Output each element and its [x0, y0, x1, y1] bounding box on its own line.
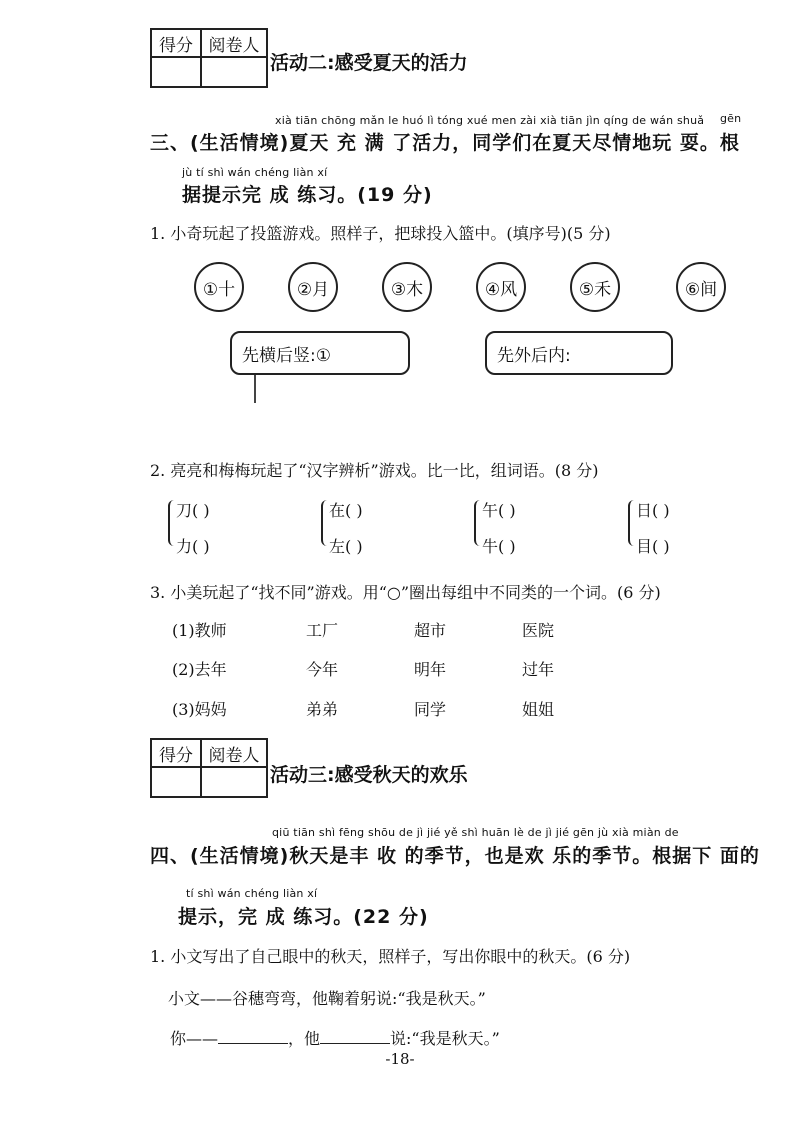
q3-row2-word1[interactable]: (2)去年	[172, 660, 227, 679]
grader-cell[interactable]	[201, 767, 267, 797]
q3-row3-word4[interactable]: 姐姐	[522, 700, 555, 719]
score-cell[interactable]	[151, 767, 201, 797]
q3-row2-word4[interactable]: 过年	[522, 660, 555, 679]
answer-prefix: 你——	[170, 1029, 219, 1048]
activity2-title: 活动二:感受夏天的活力	[270, 52, 468, 74]
q3-row1-word1[interactable]: (1)教师	[172, 621, 227, 640]
q3-row3-word3[interactable]: 同学	[414, 700, 447, 719]
basket-right[interactable]	[485, 331, 673, 375]
score-box-2	[150, 738, 268, 798]
section3-title-2: 据提示完 成 练习。(19 分)	[182, 184, 433, 206]
score-label: 得分	[151, 29, 201, 57]
brace	[168, 500, 176, 546]
q3-row1-word4[interactable]: 医院	[522, 621, 555, 640]
pair-bottom[interactable]: 力( )	[176, 537, 210, 556]
s4q1-text: 1. 小文写出了自己眼中的秋天，照样子，写出你眼中的秋天。(6 分)	[150, 947, 631, 966]
answer-mid: ，他	[288, 1029, 321, 1048]
pair-top[interactable]: 午( )	[482, 501, 516, 520]
grader-cell[interactable]	[201, 57, 267, 87]
basket-left[interactable]	[230, 331, 410, 375]
grader-label: 阅卷人	[201, 739, 267, 767]
q3-row3-word2[interactable]: 弟弟	[306, 700, 339, 719]
ball-4[interactable]: ④风	[476, 262, 526, 312]
score-box	[150, 28, 268, 88]
section3-title-1: 三、(生活情境)夏天 充 满 了活力，同学们在夏天尽情地玩 耍。根	[150, 132, 740, 154]
q2-text: 2. 亮亮和梅梅玩起了“汉字辨析”游戏。比一比，组词语。(8 分)	[150, 461, 599, 480]
page-number: -18-	[385, 1050, 415, 1068]
s4q1-answer-line	[170, 1026, 500, 1049]
section3-pinyin-1: xià tiān chōng mǎn le huó lì tóng xué men zài xià tiān jìn qíng de wán shuǎ	[275, 114, 705, 127]
pair-bottom[interactable]: 目( )	[636, 537, 670, 556]
pair-bottom[interactable]: 牛( )	[482, 537, 516, 556]
score-label: 得分	[151, 739, 201, 767]
ball-3[interactable]: ③木	[382, 262, 432, 312]
pair-top[interactable]: 刀( )	[176, 501, 210, 520]
pair-top[interactable]: 日( )	[636, 501, 670, 520]
ball-1[interactable]: ①十	[194, 262, 244, 312]
section3-pinyin-gen: gēn	[720, 112, 742, 125]
section4-pinyin-2: tí shì wán chéng liàn xí	[186, 887, 318, 900]
q3-row1-word3[interactable]: 超市	[414, 621, 447, 640]
s4q1-example: 小文——谷穗弯弯，他鞠着躬说:“我是秋天。”	[168, 989, 486, 1008]
q3-row3-word1[interactable]: (3)妈妈	[172, 700, 227, 719]
grader-label: 阅卷人	[201, 29, 267, 57]
ball-6[interactable]: ⑥间	[676, 262, 726, 312]
section4-title-2: 提示，完 成 练习。(22 分)	[178, 906, 429, 928]
section3-pinyin-2: jù tí shì wán chéng liàn xí	[182, 166, 328, 179]
pair-bottom[interactable]: 左( )	[329, 537, 363, 556]
ball-2[interactable]: ②月	[288, 262, 338, 312]
activity3-title: 活动三:感受秋天的欢乐	[270, 764, 468, 786]
q1-text: 1. 小奇玩起了投篮游戏。照样子，把球投入篮中。(填序号)(5 分)	[150, 224, 611, 243]
basket-right-label: 先外后内:	[497, 345, 571, 366]
basket-left-label: 先横后竖:①	[242, 345, 331, 366]
answer-blank-2[interactable]	[320, 1043, 390, 1044]
section4-title-1: 四、(生活情境)秋天是丰 收 的季节，也是欢 乐的季节。根据下 面的	[150, 845, 760, 867]
pair-top[interactable]: 在( )	[329, 501, 363, 520]
q3-text: 3. 小美玩起了“找不同”游戏。用“○”圈出每组中不同类的一个词。(6 分)	[150, 583, 661, 602]
brace	[321, 500, 329, 546]
q3-row2-word2[interactable]: 今年	[306, 660, 339, 679]
basket-pole	[254, 375, 256, 403]
brace	[628, 500, 636, 546]
answer-blank-1[interactable]	[218, 1043, 288, 1044]
brace	[474, 500, 482, 546]
q3-row2-word3[interactable]: 明年	[414, 660, 447, 679]
section4-pinyin-1: qiū tiān shì fēng shōu de jì jié yě shì huān lè de jì jié gēn jù xià miàn de	[272, 826, 679, 839]
q3-row1-word2[interactable]: 工厂	[306, 621, 339, 640]
ball-5[interactable]: ⑤禾	[570, 262, 620, 312]
answer-suffix: 说:“我是秋天。”	[390, 1029, 500, 1048]
score-cell[interactable]	[151, 57, 201, 87]
